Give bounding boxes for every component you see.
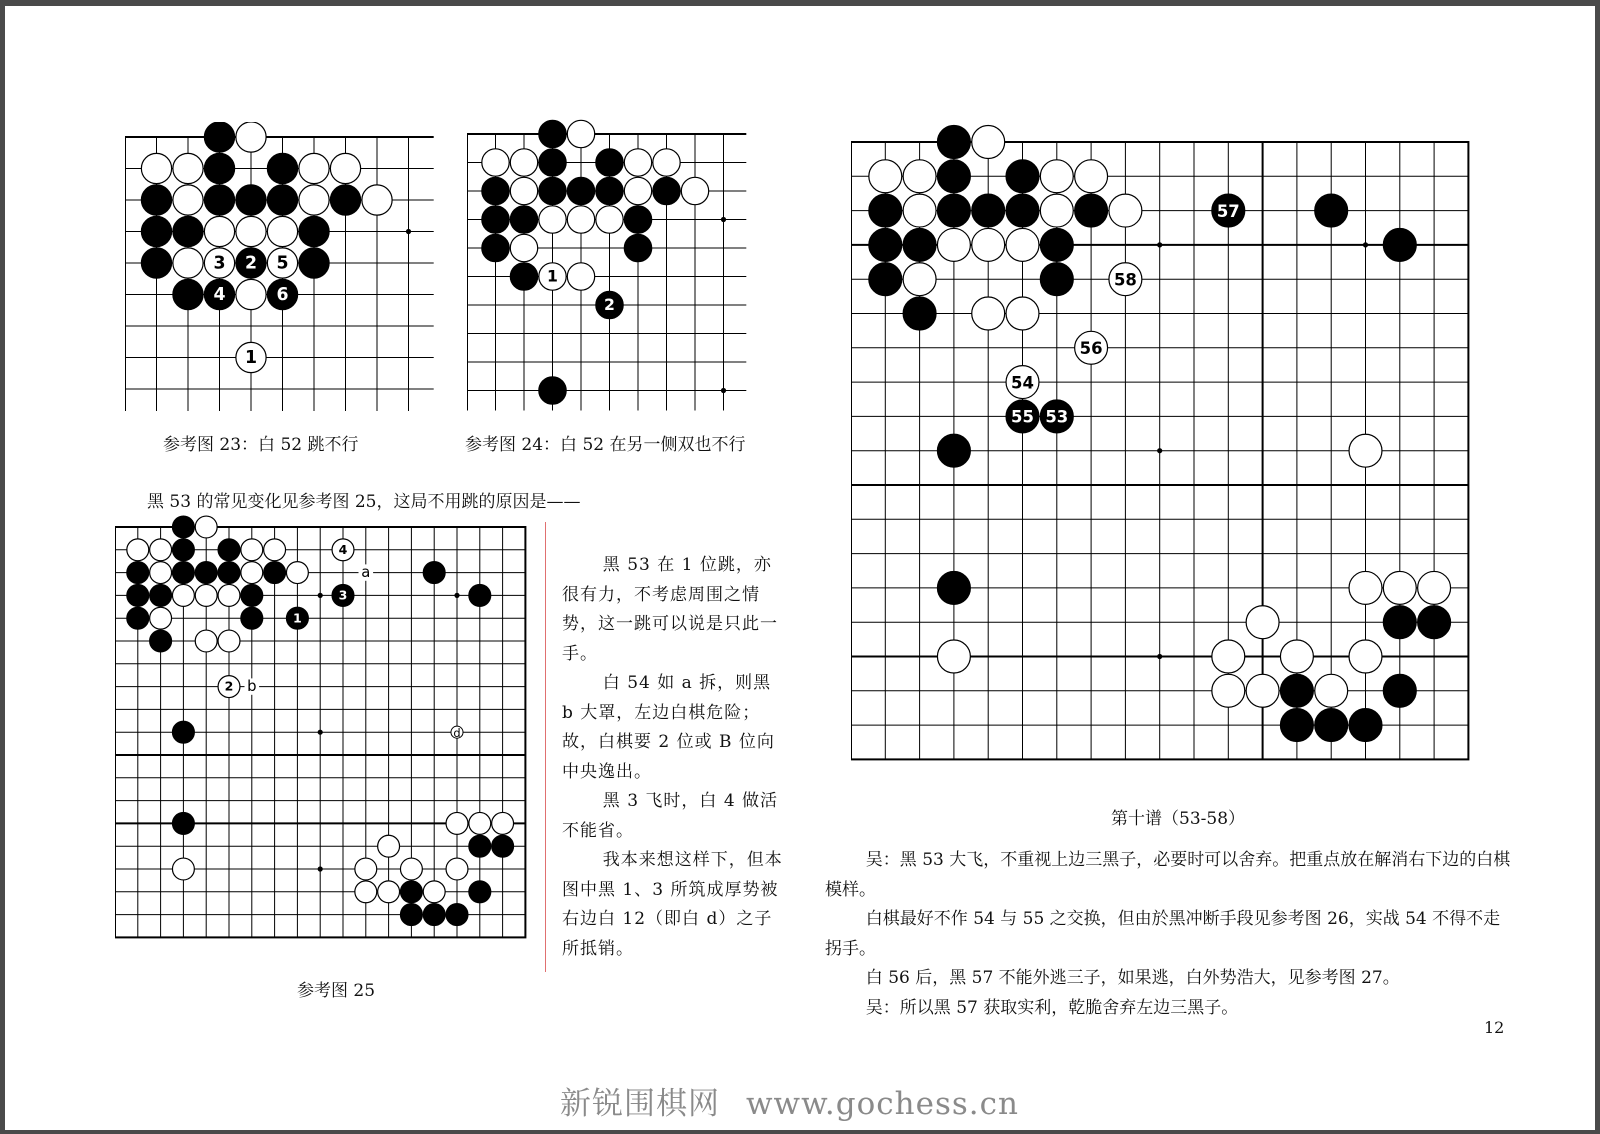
black-stone	[482, 206, 509, 233]
black-stone	[567, 177, 594, 204]
svg-text:d: d	[453, 725, 461, 740]
white-stone	[204, 248, 234, 278]
white-stone	[150, 539, 172, 561]
star-point	[318, 593, 323, 598]
black-stone	[539, 149, 566, 176]
black-stone	[596, 149, 623, 176]
black-stone	[972, 194, 1005, 227]
black-stone	[903, 297, 936, 330]
black-stone	[172, 721, 194, 743]
white-stone	[567, 263, 594, 290]
black-stone	[330, 185, 360, 215]
black-stone	[127, 584, 149, 606]
black-stone	[510, 206, 537, 233]
white-stone	[330, 153, 360, 183]
white-stone	[624, 177, 651, 204]
position-label	[245, 678, 260, 695]
white-stone	[362, 185, 392, 215]
white-stone	[150, 607, 172, 629]
white-stone	[653, 149, 680, 176]
site-name: 新锐围棋网	[560, 1086, 720, 1122]
white-stone	[236, 122, 266, 152]
black-stone	[510, 263, 537, 290]
black-stone	[218, 562, 240, 584]
diagram-23-caption: 参考图 23：白 52 跳不行	[163, 435, 359, 455]
black-stone	[1383, 674, 1416, 707]
white-stone	[1246, 674, 1279, 707]
black-stone	[173, 216, 203, 246]
black-stone	[482, 234, 509, 261]
white-stone	[492, 812, 514, 834]
white-stone	[1349, 640, 1382, 673]
go-board-game-record	[851, 118, 1483, 790]
black-stone	[267, 185, 297, 215]
black-stone	[869, 228, 902, 261]
white-stone	[267, 216, 297, 246]
position-label	[359, 564, 374, 581]
black-stone	[204, 185, 234, 215]
white-stone	[869, 160, 902, 193]
go-board-diagram-25	[115, 515, 540, 965]
black-stone	[869, 263, 902, 296]
white-stone	[195, 516, 217, 538]
side-paragraph: 黑 53 在 1 位跳，亦很有力，不考虑周围之情势，这一跳可以说是只此一手。	[562, 555, 778, 664]
position-label	[451, 726, 463, 740]
black-stone	[1315, 194, 1348, 227]
white-stone	[1040, 194, 1073, 227]
black-stone	[937, 194, 970, 227]
move-number: 3	[338, 587, 348, 603]
white-stone	[400, 858, 422, 880]
black-stone	[1006, 400, 1039, 433]
white-stone	[539, 206, 566, 233]
black-stone	[1006, 194, 1039, 227]
black-stone	[267, 153, 297, 183]
white-stone	[903, 263, 936, 296]
white-stone	[510, 234, 537, 261]
black-stone	[624, 234, 651, 261]
black-stone	[869, 194, 902, 227]
white-stone	[378, 881, 400, 903]
white-stone	[127, 539, 149, 561]
svg-text:a: a	[361, 564, 371, 582]
black-stone	[172, 539, 194, 561]
side-commentary	[562, 551, 784, 964]
black-stone	[204, 153, 234, 183]
black-stone	[127, 562, 149, 584]
white-stone	[1109, 194, 1142, 227]
move-number: 1	[293, 610, 302, 626]
black-stone	[1040, 263, 1073, 296]
black-stone	[1212, 194, 1245, 227]
white-stone	[903, 160, 936, 193]
white-stone	[195, 630, 217, 652]
white-stone	[624, 149, 651, 176]
black-stone	[141, 248, 171, 278]
move-number: 4	[338, 541, 348, 557]
white-stone	[1383, 571, 1416, 604]
black-stone	[195, 562, 217, 584]
black-stone	[150, 630, 172, 652]
black-stone	[937, 571, 970, 604]
white-stone	[218, 676, 240, 698]
white-stone	[1212, 674, 1245, 707]
move-number: 6	[276, 285, 289, 306]
white-stone	[218, 630, 240, 652]
white-stone	[1075, 160, 1108, 193]
side-paragraph: 黑 3 飞时，白 4 做活不能省。	[562, 791, 779, 841]
white-stone	[510, 149, 537, 176]
diagram-24-caption: 参考图 24：白 52 在另一侧双也不行	[465, 435, 746, 455]
white-stone	[1349, 434, 1382, 467]
black-stone	[423, 904, 445, 926]
svg-text:b: b	[247, 678, 257, 696]
black-stone	[299, 216, 329, 246]
black-stone	[937, 160, 970, 193]
black-stone	[1349, 709, 1382, 742]
black-stone	[469, 881, 491, 903]
black-stone	[1040, 400, 1073, 433]
black-stone	[423, 562, 445, 584]
black-stone	[1040, 228, 1073, 261]
white-stone	[1006, 228, 1039, 261]
star-point	[1157, 654, 1162, 659]
black-stone	[539, 177, 566, 204]
white-stone	[299, 185, 329, 215]
white-stone	[378, 835, 400, 857]
black-stone	[299, 248, 329, 278]
black-stone	[937, 126, 970, 159]
white-stone	[236, 342, 266, 372]
white-stone	[264, 539, 286, 561]
white-stone	[1280, 640, 1313, 673]
white-stone	[972, 297, 1005, 330]
move-number: 58	[1113, 270, 1137, 290]
move-number: 5	[276, 253, 289, 274]
black-stone	[903, 228, 936, 261]
black-stone	[1383, 606, 1416, 639]
column-divider	[545, 522, 546, 972]
black-stone	[332, 584, 354, 606]
white-stone	[937, 228, 970, 261]
black-stone	[482, 177, 509, 204]
diagram-25-caption: 参考图 25	[297, 981, 376, 1001]
star-point	[1157, 242, 1162, 247]
white-stone	[1349, 571, 1382, 604]
black-stone	[1418, 606, 1451, 639]
white-stone	[241, 562, 263, 584]
white-stone	[510, 177, 537, 204]
white-stone	[446, 812, 468, 834]
black-stone	[286, 607, 308, 629]
black-stone	[1383, 228, 1416, 261]
black-stone	[446, 904, 468, 926]
black-stone	[204, 122, 234, 152]
black-stone	[218, 539, 240, 561]
black-stone	[236, 185, 266, 215]
black-stone	[539, 120, 566, 147]
white-stone	[267, 248, 297, 278]
black-stone	[141, 185, 171, 215]
move-number: 2	[604, 295, 615, 315]
black-stone	[204, 279, 234, 309]
white-stone	[469, 812, 491, 834]
white-stone	[1075, 331, 1108, 364]
white-stone	[173, 185, 203, 215]
move-number: 53	[1045, 407, 1069, 427]
black-stone	[492, 835, 514, 857]
white-stone	[172, 584, 194, 606]
game-record-caption: 第十谱（53-58）	[1111, 809, 1246, 829]
star-point	[406, 229, 411, 234]
white-stone	[482, 149, 509, 176]
document-page	[5, 6, 1595, 1130]
intro-line: 黑 53 的常见变化见参考图 25，这局不用跳的原因是——	[147, 492, 581, 512]
white-stone	[1006, 366, 1039, 399]
star-point	[721, 217, 726, 222]
white-stone	[1212, 640, 1245, 673]
black-stone	[241, 584, 263, 606]
black-stone	[400, 904, 422, 926]
black-stone	[1075, 194, 1108, 227]
white-stone	[150, 562, 172, 584]
star-point	[1363, 242, 1368, 247]
move-number: 55	[1011, 407, 1034, 427]
star-point	[318, 730, 323, 735]
white-stone	[1006, 297, 1039, 330]
black-stone	[1280, 709, 1313, 742]
white-stone	[355, 881, 377, 903]
white-stone	[172, 858, 194, 880]
white-stone	[204, 216, 234, 246]
white-stone	[236, 216, 266, 246]
main-paragraph: 白 56 后，黑 57 不能外逃三子，如果逃，白外势浩大，见参考图 27。	[865, 968, 1400, 988]
page-number: 12	[1484, 1018, 1505, 1037]
black-stone	[127, 607, 149, 629]
white-stone	[903, 194, 936, 227]
black-stone	[267, 279, 297, 309]
white-stone	[567, 120, 594, 147]
white-stone	[286, 562, 308, 584]
white-stone	[1246, 606, 1279, 639]
move-number: 2	[244, 253, 258, 274]
black-stone	[469, 835, 491, 857]
main-paragraph: 吴：黑 53 大飞，不重视上边三黑子，必要时可以舍弃。把重点放在解消右下边的白棋模样。	[825, 850, 1511, 900]
black-stone	[1280, 674, 1313, 707]
black-stone	[173, 279, 203, 309]
star-point	[721, 388, 726, 393]
white-stone	[173, 248, 203, 278]
white-stone	[241, 539, 263, 561]
main-paragraph: 白棋最好不作 54 与 55 之交换，但由於黑冲断手段见参考图 26，实战 54 不得不走拐手。	[825, 909, 1501, 959]
main-commentary	[825, 846, 1515, 1023]
black-stone	[1006, 160, 1039, 193]
black-stone	[172, 562, 194, 584]
move-number: 2	[224, 678, 234, 694]
white-stone	[299, 153, 329, 183]
black-stone	[539, 377, 566, 404]
white-stone	[446, 858, 468, 880]
white-stone	[1315, 674, 1348, 707]
white-stone	[218, 584, 240, 606]
white-stone	[355, 858, 377, 880]
white-stone	[1109, 263, 1142, 296]
move-number: 3	[213, 253, 226, 274]
move-number: 1	[547, 266, 558, 286]
white-stone	[972, 126, 1005, 159]
white-stone	[423, 881, 445, 903]
site-watermark	[560, 1078, 1045, 1123]
white-stone	[195, 584, 217, 606]
black-stone	[172, 812, 194, 834]
black-stone	[596, 291, 623, 318]
go-board-diagram-24	[467, 118, 757, 423]
move-number: 4	[213, 285, 226, 306]
white-stone	[972, 228, 1005, 261]
black-stone	[937, 434, 970, 467]
black-stone	[172, 516, 194, 538]
white-stone	[141, 153, 171, 183]
black-stone	[1315, 709, 1348, 742]
white-stone	[236, 279, 266, 309]
white-stone	[1418, 571, 1451, 604]
black-stone	[469, 584, 491, 606]
move-number: 57	[1216, 201, 1240, 221]
black-stone	[264, 562, 286, 584]
move-number: 56	[1079, 338, 1103, 358]
black-stone	[653, 177, 680, 204]
main-paragraph: 吴：所以黑 57 获取实利，乾脆舍弃左边三黑子。	[865, 997, 1239, 1018]
black-stone	[141, 216, 171, 246]
white-stone	[539, 263, 566, 290]
black-stone	[241, 607, 263, 629]
white-stone	[681, 177, 708, 204]
white-stone	[937, 640, 970, 673]
white-stone	[567, 206, 594, 233]
site-url: www.gochess.cn	[746, 1086, 1019, 1122]
side-paragraph: 我本来想这样下，但本图中黑 1、3 所筑成厚势被右边白 12（即白 d）之子所抵销。	[562, 850, 783, 959]
star-point	[318, 866, 323, 871]
side-paragraph: 白 54 如 a 拆，则黑 b 大罩，左边白棋危险；故，白棋要 2 位或 B 位向中央逸出。	[562, 673, 775, 782]
star-point	[1157, 448, 1162, 453]
black-stone	[150, 584, 172, 606]
white-stone	[1040, 160, 1073, 193]
white-stone	[596, 206, 623, 233]
black-stone	[236, 248, 266, 278]
move-number: 1	[244, 348, 258, 369]
black-stone	[624, 206, 651, 233]
move-number: 54	[1011, 373, 1034, 393]
white-stone	[332, 539, 354, 561]
star-point	[454, 593, 459, 598]
black-stone	[596, 177, 623, 204]
black-stone	[400, 881, 422, 903]
go-board-diagram-23	[125, 122, 435, 422]
white-stone	[173, 153, 203, 183]
